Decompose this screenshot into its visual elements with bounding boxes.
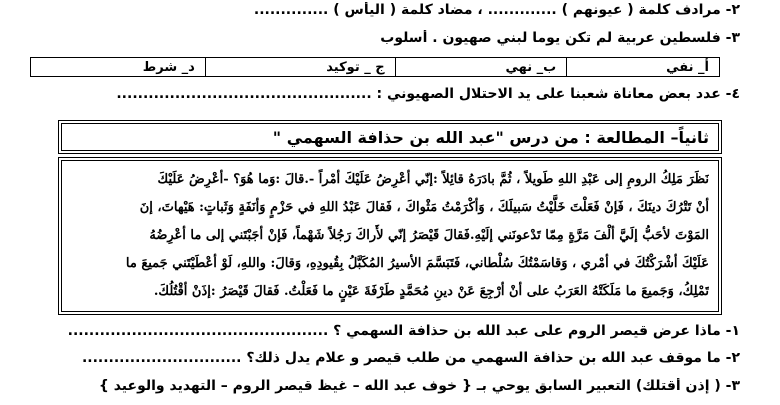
option-b: ب_ نهي [395,58,567,77]
question-position: ٢- ما موقف عبد الله بن حذافة السهمي من طلب قيصر و علام يدل ذلك؟ .............................. [81,350,740,366]
passage-line: نَظَرَ مَلِكُ الرومِ إلى عَبْدِ اللهِ طَويلاً ، ثُمَّ بادَرَهُ قائِلاً :إنّي أعْرِضُ عَلَيْكَ أمْراً -.قالَ :وَما هُوَ؟ -أعْرِضُ عَلَيْكَ [157,172,709,187]
option-a: أ_ نفي [567,58,720,77]
question-style: ٣- فلسطين عربية لم تكن يوما لبني صهيون . أسلوب [380,30,740,46]
question-expression: ٣- ( إذن أقتلك) التعبير السابق يوحي بـ { خوف عبد الله – غيظ قيصر الروم – التهديد والوعيد } [98,378,740,394]
reading-title: ثانياً– المطالعة : من درس "عبد الله بن حذافة السهمي " [58,120,722,154]
passage-line: المَوْتَ لأحَبُّ إلَيَّ ألْفَ مَرَّةٍ مِمّا تَدْعونَني إلَيْهِ.فَقالَ قَيْصَرُ إنّي لأَراكَ رَجُلاً شَهْماً، فَإنْ أجَبْتَني إلى ما أعْرِضُهُ [149,228,709,243]
passage-line: أنْ تَتْرُكَ دينَكَ ، فَإنْ فَعَلْتَ خَلَّيْتُ سَبيلَكَ ، وَأكْرَمْتُ مَثْواكَ ، فَقالَ عَبْدُ اللهِ في حَزْمٍ وَأنَفَةٍ وَثَباتٍ: هَيْهاتَ، إنَ [139,200,709,215]
question-synonym-antonym: ٢- مرادف كلمة ( عيونهم ) ............. ، مضاد كلمة ( اليأس ) .............. [253,2,740,18]
question-offer: ١- ماذا عرض قيصر الروم على عبد الله بن حذافة السهمي ؟ ................................................. [67,323,740,339]
option-c: ج _ توكيد [205,58,395,77]
question-suffering: ٤- عدد بعض معاناة شعبنا على يد الاحتلال الصهيوني : ................................................ [116,86,740,102]
reading-passage [58,157,722,315]
passage-line: تَمْلِكُ، وَجَميعَ ما مَلَكَتْهُ العَرَبُ على أنْ أرْجِعَ عَنْ دينِ مُحَمَّدٍ طَرْفَةَ عَيْنٍ ما فَعَلْتُ. فَقالَ قَيْصَرُ :إذَنْ أقْتُلُكَ. [153,284,709,299]
passage-line: عَلَيْكَ أشْرَكْتُكَ في أمْري ، وَقاسَمْتُكَ سُلْطاني، فَتَبَسَّمَ الأسيرُ المُكَبَّلُ بِقُيودِهِ، وَقالَ: واللهِ، لَوْ أعْطَيْتَني جَميعَ ما [125,256,709,271]
option-d: د_ شرط [31,58,206,77]
options-table [30,57,720,77]
